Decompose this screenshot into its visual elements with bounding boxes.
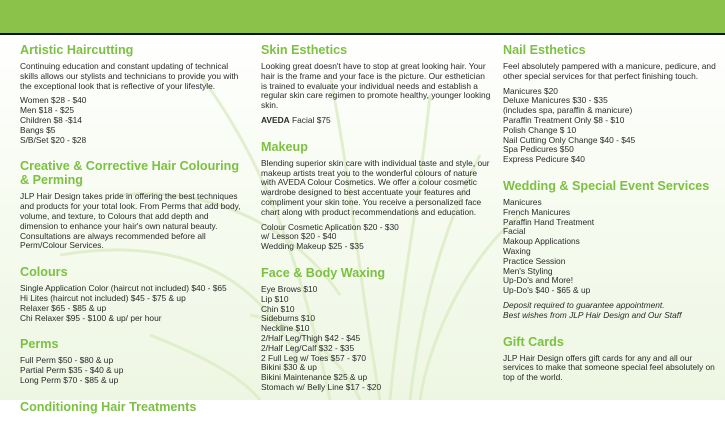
price-item: Hi Lites (haircut not included) $45 - $75 & up	[20, 292, 186, 303]
section-title: Makeup	[261, 139, 308, 154]
price-item: Spa Pedicures $50	[503, 144, 574, 155]
price-item: S/B/Set $20 - $28	[20, 134, 87, 145]
price-item: (includes spa, paraffin & manicure)	[503, 105, 633, 116]
price-item: Neckline $10	[261, 323, 310, 334]
price-item: Eye Brows $10	[261, 283, 318, 294]
section-wedding-services	[503, 179, 718, 321]
price-item: 2/Half Leg/Calf $32 - $35	[261, 342, 355, 353]
price-text: Facial $75	[292, 114, 331, 125]
price-item: Partial Perm $35 - $40 & up	[20, 365, 124, 376]
column-skin	[261, 43, 491, 407]
section-artistic-haircutting	[20, 43, 245, 145]
price-item: w/ Lesson $20 - $40	[261, 231, 337, 242]
price-item: Paraffin Treatment Only $8 - $10	[503, 114, 625, 125]
section-description: JLP Hair Design takes pride in offering the best techniques and products for your total look. From Perms that add body, volume, and texture, to Colours that add depth and dimension to enhance your hair's own natural beauty. Consultations are always recommended before all Perm/Colour Services.	[20, 191, 241, 251]
deposit-note: Deposit required to guarantee appointment.	[503, 299, 665, 310]
top-green-bar	[0, 0, 725, 33]
price-item: 2/Half Leg/Thigh $42 - $45	[261, 332, 361, 343]
section-title: Wedding & Special Event Services	[503, 178, 710, 193]
service-item: Makoup Applications	[503, 236, 580, 247]
section-title: Gift Cards	[503, 334, 564, 349]
section-creative-colouring	[20, 159, 245, 251]
service-item: Waxing	[503, 245, 531, 256]
service-item: Up-Do's $40 - $65 & up	[503, 285, 591, 296]
price-item: Manicures $20	[503, 85, 558, 96]
section-gift-cards	[503, 335, 718, 383]
price-item: Stomach w/ Belly Line $17 - $20	[261, 381, 382, 392]
price-item: Long Perm $70 - $85 & up	[20, 374, 119, 385]
section-makeup	[261, 140, 491, 252]
price-item: Chin $10	[261, 303, 295, 314]
section-title: Creative & Corrective Hair Colouring & Perming	[20, 159, 240, 188]
wishes-note: Best wishes from JLP Hair Design and Our Staff	[503, 309, 682, 320]
price-item: Bikini Maintenance $25 & up	[261, 372, 368, 383]
section-description: Blending superior skin care with individual taste and style, our makeup artists treat you to the wonderful colours of nature with AVEDA Colour Cosmetics. We offer a colour cosmetic wardrobe designed to best accentuate your features and compliment your skin tone. You receive a personalized face chart along with product recommendations and education.	[261, 157, 490, 217]
price-item: Full Perm $50 - $80 & up	[20, 355, 114, 366]
price-item: Relaxer $65 - $85 & up	[20, 302, 107, 313]
column-hair	[20, 43, 245, 428]
price-item: Men $18 - $25	[20, 105, 75, 116]
price-item: Children $8 -$14	[20, 114, 82, 125]
price-item: Colour Cosmetic Aplication $20 - $30	[261, 221, 399, 232]
service-item: Manicures	[503, 196, 542, 207]
price-item: 2 Full Leg w/ Toes $57 - $70	[261, 352, 367, 363]
service-item: Men's Styling	[503, 265, 553, 276]
section-colours	[20, 265, 245, 323]
section-description: Continuing education and constant updating of technical skills allows our stylists and technicians to provide you with the exceptional look that is reflective of your lifestyle.	[20, 61, 239, 91]
section-title: Conditioning Hair Treatments	[20, 399, 197, 414]
price-item: Lip $10	[261, 293, 289, 304]
section-description: Feel absolutely pampered with a manicure, pedicure, and other special services for that perfect finishing touch.	[503, 61, 716, 81]
price-item: Single Application Color (haircut not included) $40 - $65	[20, 283, 227, 294]
section-title: Face & Body Waxing	[261, 265, 386, 280]
column-nails	[503, 43, 718, 397]
section-skin-esthetics	[261, 43, 491, 126]
price-item: Nail Cutting Only Change $40 - $45	[503, 134, 636, 145]
service-item: Facial	[503, 226, 526, 237]
price-item: Wedding Makeup $25 - $35	[261, 241, 364, 252]
price-item: Bangs $5	[20, 124, 56, 135]
section-title: Colours	[20, 265, 68, 280]
section-nail-esthetics	[503, 43, 718, 165]
brand-name: AVEDA	[261, 114, 290, 125]
price-item: Polish Change $ 10	[503, 124, 577, 135]
price-item	[261, 116, 491, 126]
service-item: French Manicures	[503, 206, 571, 217]
section-title: Artistic Haircutting	[20, 43, 134, 57]
section-title: Perms	[20, 337, 59, 352]
price-item: Express Pedicure $40	[503, 154, 585, 165]
section-description: Looking great doesn't have to stop at great looking hair. Your hair is the frame and your face is the picture. Our esthetician is trained to evaluate your individual needs and establish a regular skin care regimen to promote healthy, younger looking skin.	[261, 61, 491, 111]
price-item: Deluxe Manicures $30 - $35	[503, 95, 608, 106]
section-conditioning	[20, 400, 245, 414]
section-description: JLP Hair Design offers gift cards for any and all our services to make that someone special feel absolutely on top of the world.	[503, 352, 715, 383]
section-perms	[20, 337, 245, 385]
price-item: Chi Relaxer $95 - $100 & up/ per hour	[20, 312, 162, 323]
section-waxing	[261, 266, 491, 393]
section-title: Skin Esthetics	[261, 43, 348, 57]
price-item: Bikini $30 & up	[261, 362, 317, 373]
service-item: Practice Session	[503, 255, 566, 266]
service-item: Up-Do's and More!	[503, 275, 574, 286]
service-item: Paraffin Hand Treatment	[503, 216, 595, 227]
price-item: Sideburns $10	[261, 313, 316, 324]
section-title: Nail Esthetics	[503, 43, 586, 57]
price-item: Women $28 - $40	[20, 95, 87, 106]
